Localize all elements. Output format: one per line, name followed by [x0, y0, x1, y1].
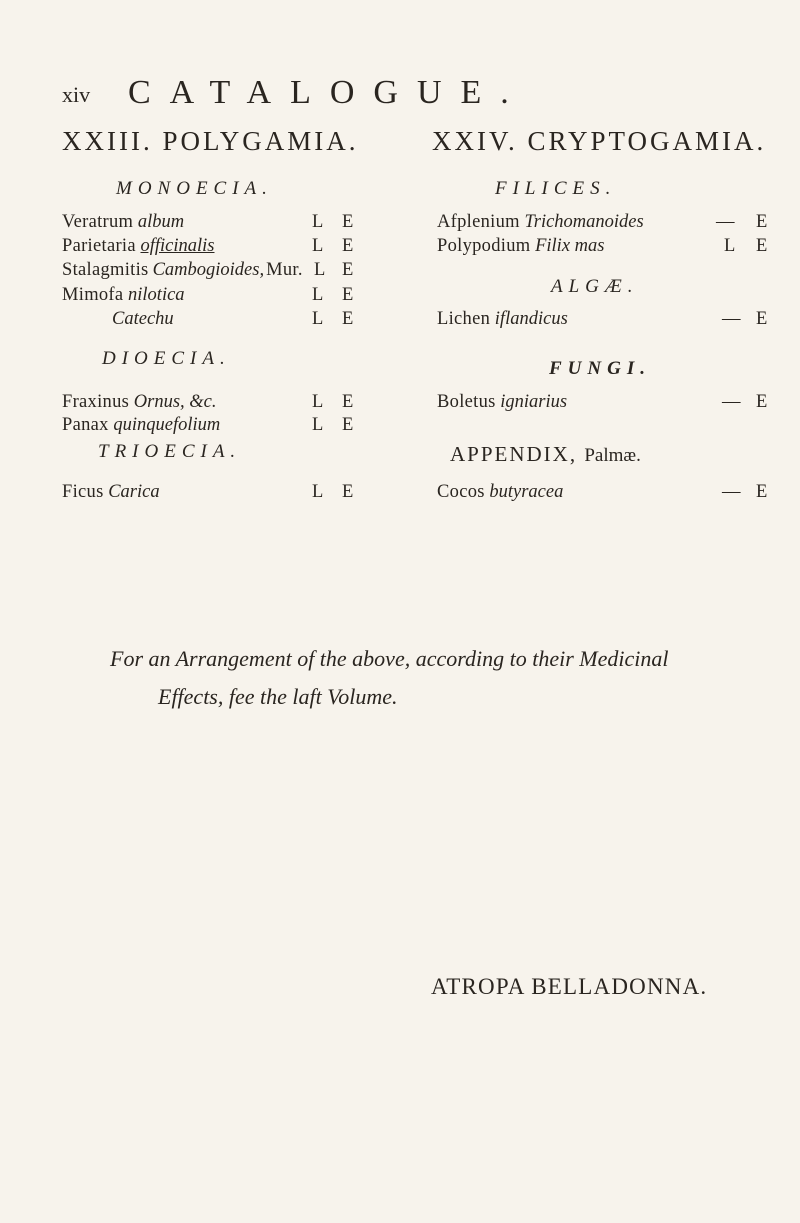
species-name: Cambogioides, — [152, 260, 265, 280]
mark-e: E — [756, 392, 768, 412]
mark-l: L — [312, 482, 324, 502]
list-item — [62, 258, 354, 282]
genus-name: Polypodium — [437, 236, 531, 256]
appendix-heading — [450, 442, 641, 467]
footnote-line-2: Effects, fee the laft Volume. — [158, 684, 398, 709]
list-item — [437, 307, 777, 331]
species-name: quinquefolium — [113, 415, 221, 435]
mark-l: L — [312, 309, 324, 329]
list-item — [62, 283, 354, 307]
species-name: officinalis — [140, 236, 215, 256]
section-heading-algae: ALGÆ. — [551, 276, 639, 297]
section-heading-fungi: FUNGI. — [549, 358, 651, 379]
list-item — [437, 210, 777, 234]
genus-name: Afplenium — [437, 212, 520, 232]
genus-name: Parietaria — [62, 236, 136, 256]
list-item — [437, 480, 777, 504]
species-name: iflandicus — [494, 309, 568, 329]
mark-e: E — [756, 309, 768, 329]
mark-e: E — [342, 260, 354, 280]
appendix-note: Palmæ. — [584, 445, 641, 466]
genus-name: Veratrum — [62, 212, 134, 232]
species-name: igniarius — [500, 392, 568, 412]
mark-l: L — [724, 236, 736, 256]
species-name: Ornus, &c. — [133, 392, 217, 412]
mark-e: E — [756, 212, 768, 232]
section-heading-monoecia: MONOECIA. — [116, 178, 273, 199]
mark-e: E — [342, 236, 354, 256]
list-item — [437, 234, 777, 258]
genus-name: Mimofa — [62, 285, 124, 305]
mark-e: E — [342, 309, 354, 329]
mark-l: L — [312, 285, 324, 305]
section-heading-filices: FILICES. — [495, 178, 617, 199]
species-name: Filix mas — [535, 236, 605, 256]
mark-l: L — [312, 415, 324, 435]
mark-e: E — [756, 236, 768, 256]
species-name: Catechu — [112, 309, 174, 329]
section-heading-trioecia: TRIOECIA. — [98, 441, 242, 462]
mark-e: E — [342, 392, 354, 412]
right-class-title: XXIV. CRYPTOGAMIA. — [432, 126, 767, 156]
list-item — [62, 210, 354, 234]
author-abbreviation: Mur. — [266, 260, 303, 280]
mark-e: E — [342, 415, 354, 435]
genus-name: Cocos — [437, 482, 485, 502]
list-item — [62, 234, 354, 258]
genus-name: Ficus — [62, 482, 104, 502]
mark-dash: — — [722, 482, 741, 502]
genus-name: Boletus — [437, 392, 496, 412]
mark-l: L — [312, 392, 324, 412]
left-class-title: XXIII. POLYGAMIA. — [62, 126, 359, 156]
genus-name: Panax — [62, 415, 109, 435]
section-heading-dioecia: DIOECIA. — [102, 348, 231, 369]
species-name: Trichomanoides — [524, 212, 644, 232]
mark-l: L — [314, 260, 326, 280]
footnote-line-1: For an Arrangement of the above, according to their Medicinal — [110, 646, 669, 671]
mark-l: L — [312, 212, 324, 232]
species-name: Carica — [108, 482, 160, 502]
list-item — [62, 480, 354, 504]
mark-e: E — [342, 285, 354, 305]
list-item — [62, 390, 354, 414]
genus-name: Lichen — [437, 309, 491, 329]
mark-l: L — [312, 236, 324, 256]
mark-dash: — — [716, 212, 735, 232]
species-name: album — [137, 212, 185, 232]
mark-e: E — [756, 482, 768, 502]
mark-e: E — [342, 212, 354, 232]
species-name: butyracea — [489, 482, 564, 502]
mark-dash: — — [722, 309, 741, 329]
appendix-title: APPENDIX, — [450, 442, 578, 466]
list-item — [62, 307, 354, 331]
catalogue-heading: CATALOGUE. — [128, 74, 528, 111]
list-item — [437, 390, 777, 414]
genus-name: Stalagmitis — [62, 260, 149, 280]
list-item — [62, 413, 354, 437]
mark-e: E — [342, 482, 354, 502]
genus-name: Fraxinus — [62, 392, 130, 412]
species-name: nilotica — [128, 285, 185, 305]
page-number: xiv — [62, 82, 91, 107]
plate-caption: ATROPA BELLADONNA. — [431, 974, 708, 999]
mark-dash: — — [722, 392, 741, 412]
